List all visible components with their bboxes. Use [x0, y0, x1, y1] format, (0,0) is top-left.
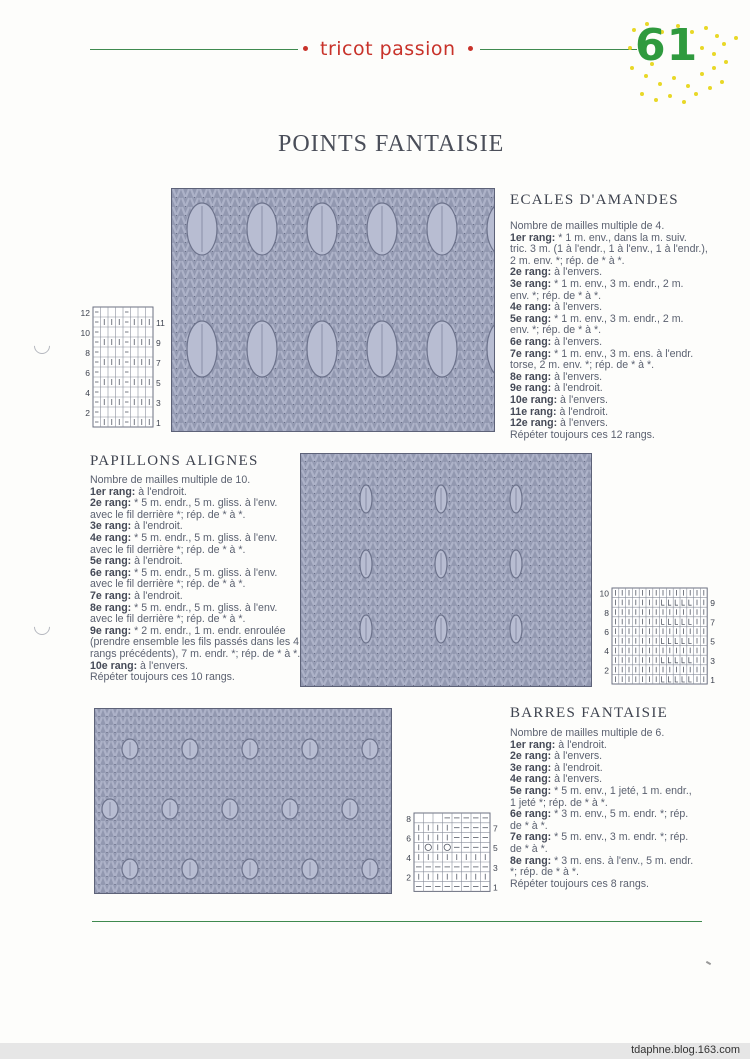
decor-dot — [654, 98, 658, 102]
instruction-text: Nombre de mailles multiple de 10. — [90, 474, 251, 486]
instruction-line — [90, 672, 300, 684]
pattern-title: ECALES D'AMANDES — [510, 192, 679, 208]
instruction-text: tric. 3 m. (1 à l'endr., 1 à l'env., 1 à l'endr.), — [510, 243, 708, 256]
chart-grid — [79, 306, 169, 430]
chart-row-number: 2 — [604, 665, 609, 676]
chart-row-number: 8 — [85, 348, 90, 358]
instruction-text: * 1 m. env., 3 m. endr., 2 m. — [551, 312, 684, 325]
row-label: 2e rang: — [90, 497, 132, 510]
chart-row-number: 4 — [604, 646, 609, 657]
instruction-text: (prendre ensemble les fils passés dans les 4 — [90, 636, 300, 649]
instruction-text: de * à *. — [510, 819, 548, 832]
decor-dot — [704, 26, 708, 30]
row-label: 8e rang: — [510, 854, 552, 867]
row-label: 3e rang: — [510, 277, 552, 290]
chart-row-number: 2 — [85, 408, 90, 418]
instruction-text: * 2 m. endr., 1 m. endr. enroulée — [131, 624, 286, 637]
decor-dot — [712, 66, 716, 70]
footer-rule — [92, 921, 702, 922]
row-label: 1er rang: — [510, 231, 556, 244]
instruction-text: à l'endroit. — [551, 761, 603, 774]
binder-hole-bottom — [31, 616, 54, 639]
row-label: 5e rang: — [510, 312, 552, 325]
swatch-photo-papillons-alignes — [300, 453, 592, 687]
row-label: 1er rang: — [510, 738, 556, 751]
chart-row-number: 6 — [85, 368, 90, 378]
instruction-text: * 5 m. endr., 5 m. gliss. à l'env. — [131, 601, 278, 614]
instruction-text: à l'envers. — [557, 417, 609, 430]
knit-texture — [95, 709, 391, 893]
decor-dot — [694, 92, 698, 96]
chart-row-number: 2 — [406, 872, 411, 883]
instruction-text: * 5 m. env., 3 m. endr. *; rép. — [551, 831, 689, 844]
chart-row-number: 4 — [406, 853, 411, 863]
swatch-photo-ecales-d-amandes — [171, 188, 495, 432]
brand-logo: tricot passion — [320, 38, 456, 60]
instruction-text: * 3 m. env., 5 m. endr. *; rép. — [551, 808, 689, 821]
row-label: 4e rang: — [90, 531, 132, 544]
binder-hole-top — [31, 335, 54, 358]
instruction-text: à l'endroit. — [555, 738, 607, 751]
swatch-photo-barres-fantaisie — [94, 708, 392, 894]
footer-bar — [0, 1043, 750, 1059]
instruction-text: * 5 m. endr., 5 m. gliss. à l'env. — [131, 566, 278, 579]
page-title: POINTS FANTAISIE — [278, 131, 505, 157]
page-number: 61 — [635, 20, 699, 71]
decor-dot — [640, 92, 644, 96]
chart-row-number: 11 — [156, 318, 165, 328]
instruction-text: avec le fil derrière *; rép. de * à *. — [90, 543, 246, 556]
instruction-text: * 1 m. env., dans la m. suiv. — [555, 231, 687, 244]
decor-dot — [686, 84, 690, 88]
instruction-text: à l'envers. — [551, 301, 603, 314]
instruction-text: Répéter toujours ces 8 rangs. — [510, 877, 649, 890]
chart-row-number: 1 — [493, 882, 498, 893]
pattern-instructions — [90, 475, 300, 684]
instruction-text: à l'envers. — [551, 750, 603, 763]
pattern-instructions — [510, 221, 708, 441]
row-label: 6e rang: — [510, 335, 552, 348]
decor-dot — [712, 52, 716, 56]
watermark: tdaphne.blog.163.com — [631, 1044, 740, 1056]
row-label: 2e rang: — [510, 266, 552, 279]
decor-dot — [720, 80, 724, 84]
instruction-text: à l'endroit. — [135, 485, 187, 498]
row-label: 8e rang: — [510, 370, 552, 383]
decor-dot — [708, 86, 712, 90]
chart-row-number: 12 — [80, 308, 90, 318]
chart-grid — [598, 587, 723, 687]
instruction-text: * 5 m. endr., 5 m. gliss. à l'env. — [131, 497, 278, 510]
row-label: 2e rang: — [510, 750, 552, 763]
decor-dot — [682, 100, 686, 104]
chart-row-number: 8 — [604, 607, 609, 618]
instruction-text: à l'endroit. — [131, 555, 183, 568]
instruction-text: à l'envers. — [557, 393, 609, 406]
knit-texture — [301, 454, 591, 686]
instruction-text: avec le fil derrière *; rép. de * à *. — [90, 613, 246, 626]
instruction-text: à l'endroit. — [551, 382, 603, 395]
chart-grid — [400, 812, 506, 894]
instruction-line — [510, 879, 693, 891]
instruction-text: à l'envers. — [551, 335, 603, 348]
row-label: 1er rang: — [90, 485, 136, 498]
chart-row-number: 5 — [710, 636, 715, 647]
instruction-text: à l'endroit. — [556, 405, 609, 418]
decor-dot — [700, 72, 704, 76]
chart-row-number: 1 — [156, 418, 161, 428]
row-label: 11e rang: — [510, 405, 557, 418]
instruction-text: à l'endroit. — [131, 589, 183, 602]
row-label: 7e rang: — [510, 347, 552, 360]
decor-dot — [672, 76, 676, 80]
instruction-text: 1 jeté *; rép. de * à *. — [510, 796, 608, 809]
row-label: 6e rang: — [510, 808, 552, 821]
chart-row-number: 7 — [493, 823, 498, 834]
instruction-text: env. *; rép. de * à *. — [510, 324, 602, 337]
chart-row-number: 4 — [85, 388, 90, 398]
decor-dot — [644, 74, 648, 78]
pattern-instructions — [510, 728, 693, 890]
stitch-chart-barres-fantaisie — [400, 812, 506, 894]
instruction-text: à l'envers. — [137, 659, 189, 672]
instruction-text: *; rép. de * à *. — [510, 866, 579, 879]
corner-mark — [706, 961, 711, 965]
instruction-text: * 5 m. endr., 5 m. gliss. à l'env. — [131, 531, 278, 544]
chart-row-number: 5 — [156, 378, 161, 388]
row-label: 9e rang: — [90, 624, 132, 637]
instruction-text: Nombre de mailles multiple de 4. — [510, 220, 665, 232]
chart-row-number: 3 — [710, 655, 715, 666]
row-label: 3e rang: — [510, 761, 552, 774]
chart-row-number: 8 — [406, 813, 411, 824]
decor-dot — [668, 94, 672, 98]
header-ornament-left — [303, 46, 308, 51]
header-ornament-right — [468, 46, 473, 51]
decor-dot — [722, 42, 726, 46]
row-label: 12e rang: — [510, 417, 558, 430]
row-label: 8e rang: — [90, 601, 132, 614]
decor-dot — [724, 60, 728, 64]
stitch-chart-ecales-d-amandes — [79, 306, 169, 430]
row-label: 4e rang: — [510, 301, 552, 314]
decor-dot — [734, 36, 738, 40]
instruction-text: à l'envers. — [551, 266, 603, 279]
chart-row-number: 3 — [493, 862, 498, 873]
chart-row-number: 7 — [710, 617, 715, 628]
chart-row-number: 5 — [493, 843, 498, 854]
instruction-text: Répéter toujours ces 10 rangs. — [90, 671, 235, 684]
row-label: 5e rang: — [90, 555, 132, 568]
knit-texture — [172, 189, 494, 431]
decor-dot — [715, 34, 719, 38]
row-label: 7e rang: — [510, 831, 552, 844]
row-label: 10e rang: — [90, 659, 138, 672]
chart-row-number: 6 — [604, 627, 609, 637]
row-label: 3e rang: — [90, 520, 132, 533]
instruction-text: * 3 m. ens. à l'env., 5 m. endr. — [551, 854, 694, 867]
row-label: 9e rang: — [510, 382, 552, 395]
instruction-text: rangs précédents), 7 m. endr. *; rép. de * à *. — [90, 647, 301, 660]
chart-row-number: 10 — [80, 328, 90, 338]
decor-dot — [700, 46, 704, 50]
chart-row-number: 7 — [156, 358, 161, 368]
chart-row-number: 9 — [156, 338, 161, 348]
row-label: 6e rang: — [90, 566, 132, 579]
instruction-line — [510, 430, 708, 442]
instruction-text: * 1 m. env., 3 m. ens. à l'endr. — [551, 347, 694, 360]
instruction-text: à l'envers. — [551, 370, 603, 383]
instruction-text: * 5 m. env., 1 jeté, 1 m. endr., — [551, 784, 692, 797]
header-rule-right — [480, 49, 637, 50]
instruction-text: * 1 m. env., 3 m. endr., 2 m. — [551, 277, 684, 290]
instruction-text: à l'envers. — [551, 773, 603, 786]
row-label: 10e rang: — [510, 393, 558, 406]
decor-dot — [630, 66, 634, 70]
decor-dot — [628, 46, 632, 50]
stitch-chart-papillons-alignes — [598, 587, 723, 687]
pattern-title: PAPILLONS ALIGNES — [90, 453, 259, 469]
instruction-text: 2 m. env. *; rép. de * à *. — [510, 254, 625, 267]
row-label: 4e rang: — [510, 773, 552, 786]
chart-row-number: 10 — [599, 588, 609, 599]
instruction-text: avec le fil derrière *; rép. de * à *. — [90, 578, 246, 591]
chart-row-number: 3 — [156, 398, 161, 408]
row-label: 5e rang: — [510, 784, 552, 797]
instruction-text: de * à *. — [510, 842, 548, 855]
decor-dot — [658, 82, 662, 86]
chart-row-number: 1 — [710, 675, 715, 685]
instruction-text: à l'endroit. — [131, 520, 183, 533]
instruction-text: avec le fil derrière *; rép. de * à *. — [90, 508, 246, 521]
chart-row-number: 6 — [406, 833, 411, 844]
instruction-text: torse, 2 m. env. *; rép. de * à *. — [510, 359, 655, 372]
instruction-text: Nombre de mailles multiple de 6. — [510, 727, 665, 739]
row-label: 7e rang: — [90, 589, 132, 602]
instruction-text: Répéter toujours ces 12 rangs. — [510, 428, 655, 441]
header-rule-left — [90, 49, 298, 50]
chart-row-number: 9 — [710, 598, 715, 609]
instruction-text: env. *; rép. de * à *. — [510, 289, 602, 302]
pattern-title: BARRES FANTAISIE — [510, 705, 669, 721]
